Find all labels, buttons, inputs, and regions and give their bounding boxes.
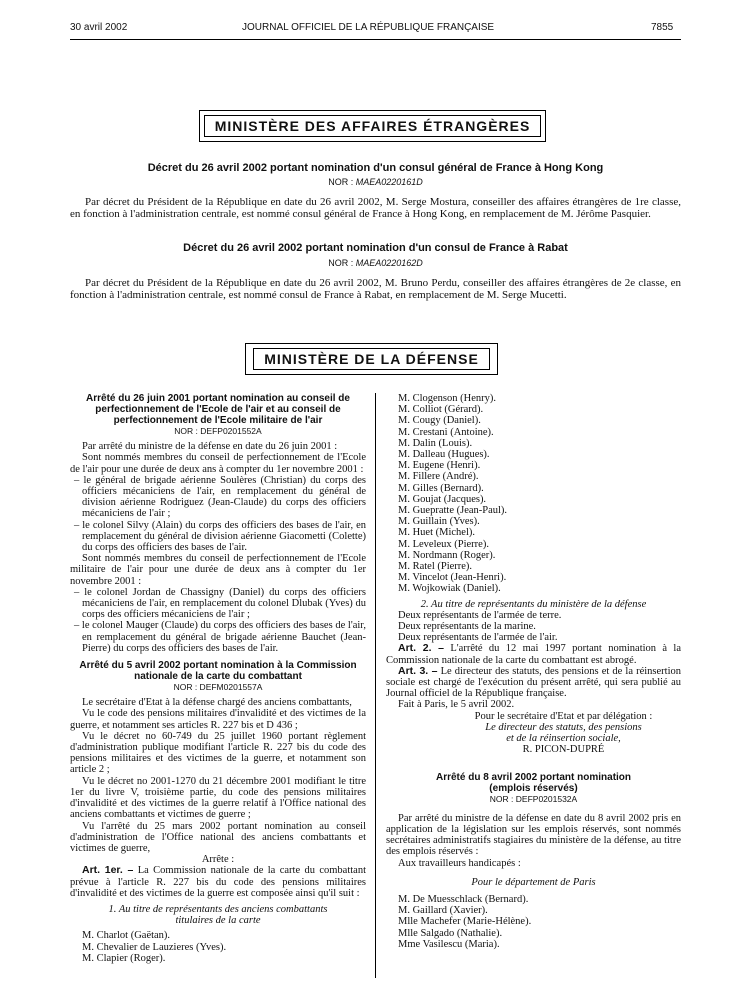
list-item: Mlle Machefer (Marie-Hélène). (398, 916, 532, 928)
list-item: M. Fillere (André). (398, 471, 479, 483)
list-item: M. Nordmann (Roger). (398, 549, 496, 561)
arrete3-p2: Aux travailleurs handicapés : (398, 857, 521, 869)
list-item: Mme Vasilescu (Maria). (398, 938, 500, 950)
reps-list (386, 610, 681, 644)
signature-line3: et de la réinsertion sociale, (506, 733, 621, 745)
art1-label: Art. 1er. – (82, 864, 134, 877)
arrete2-p2: Vu le code des pensions militaires d'invalidité et des victimes de la guerre, et notamment ses articles R. 227 bis et D 436 ; (70, 708, 366, 731)
arrete1-title: Arrêté du 26 juin 2001 portant nomination au conseil de perfectionnement de l'Ecole de l'air et au conseil de perfectionnement de l'Ecole militaire de l'air (86, 393, 350, 426)
list-item: M. Crestani (Antoine). (398, 426, 494, 438)
list-item: M. Colliot (Gérard). (398, 404, 484, 416)
left-names-list (70, 930, 366, 964)
right-column (386, 393, 681, 950)
signature-name: R. PICON-DUPRÉ (522, 744, 605, 756)
art3-text: Le directeur des statuts, des pensions et de la réinsertion sociale est chargé de l'exécution du présent arrêté, qui sera publié au Journal officiel de la République française. (386, 665, 681, 700)
arrete3-sub: Pour le département de Paris (471, 876, 596, 888)
signature-line2: Le directeur des statuts, des pensions (485, 721, 642, 733)
list-item: M. Cougy (Daniel). (398, 415, 481, 427)
art3-label: Art. 3. – (398, 664, 438, 677)
left-column (70, 393, 366, 964)
ministry-title-defense: MINISTÈRE DE LA DÉFENSE (253, 348, 490, 370)
list-item: Deux représentants de l'armée de l'air. (398, 632, 558, 644)
list-item: M. Clapier (Roger). (82, 952, 166, 964)
decree2-title: Décret du 26 avril 2002 portant nomination d'un consul de France à Rabat (183, 242, 568, 254)
list-item: Mlle Salgado (Nathalie). (398, 927, 503, 939)
decree1-nor (70, 177, 681, 187)
list-item: M. Gueprattе (Jean-Paul). (398, 505, 508, 517)
arrete3-names-list (386, 894, 681, 950)
ministry-box-defense (245, 343, 498, 375)
nor-label: NOR : (328, 177, 354, 187)
nor-code: MAEA0220162D (355, 258, 423, 268)
arrete1-dash2: – le colonel Silvy (Alain) du corps des officiers des bases de l'air, en remplacement du général de division aérienne Giacometti (Colette) du corps des officiers des bases de l'air. (74, 519, 366, 554)
header-date: 30 avril 2002 (70, 22, 128, 33)
arrete2-sub2: 2. Au titre de représentants du ministère de la défense (420, 598, 647, 610)
arrete1-dash4: – le colonel Mauger (Claude) du corps des officiers des bases de l'air, en remplacement du général de brigade aérienne Bauchet (Jean-Pierre) du corps des officiers des bases de l'air. (74, 620, 366, 654)
arrete2-p3: Vu le décret no 60-749 du 25 juillet 1960 portant règlement d'administration publique modifiant l'article R. 227 bis du code des pensions militaires et des victimes de la guerre, et notamment son article 2 ; (70, 730, 366, 776)
arrete2-p1: Le secrétaire d'Etat à la défense chargé des anciens combattants, (82, 697, 352, 709)
arrete1-p3: Sont nommés membres du conseil de perfectionnement de l'Ecole militaire de l'air pour une durée de deux ans à compter du 1er novembre 2001 : (70, 553, 366, 587)
list-item: M. Wojkowiak (Daniel). (398, 583, 501, 595)
arrete3-title: Arrêté du 8 avril 2002 portant nomination (emplois réservés) (435, 771, 632, 794)
arrete2-p4: Vu le décret no 2001-1270 du 21 décembre 2001 modifiant le titre 1er du livre V, troisième partie, du code des pensions militaires d'invalidité et des victimes de la guerre relatif à l'Office national des anciens combattants et victimes de guerre ; (70, 775, 366, 821)
list-item: M. De Muesschlack (Bernard). (398, 893, 529, 905)
arrete3-p1: Par arrêté du ministre de la défense en date du 8 avril 2002 pris en application de la législation sur les emplois réservés, sont nommés secrétaires administratifs stagiaires du ministère de la défense, au titre des emplois réservés : (386, 812, 681, 858)
decree2-body: Par décret du Président de la République en date du 26 avril 2002, M. Bruno Perdu, conseiller des affaires étrangères de 2e classe, en fonction à l'administration centrale, est nommé consul de France à Rabat, en remplacement de M. Serge Mucetti. (70, 277, 681, 301)
list-item: M. Charlot (Gaëtan). (82, 930, 171, 942)
list-item: M. Dalleau (Hugues). (398, 449, 490, 461)
ministry-box-foreign (199, 110, 546, 142)
arrete3-nor: NOR : DEFP0201532A (489, 793, 578, 804)
arrete1-dash3: – le colonel Jordan de Chassigny (Daniel) du corps des officiers mécaniciens de l'air, en remplacement du colonel Dlubak (Yves) du corps des officiers mécaniciens de l'air ; (74, 586, 366, 621)
journal-title: JOURNAL OFFICIEL DE LA RÉPUBLIQUE FRANÇAISE (242, 22, 495, 33)
list-item: M. Ratel (Pierre). (398, 561, 473, 573)
nor-code: MAEA0220161D (355, 177, 423, 187)
art1-text: La Commission nationale de la carte du combattant prévue à l'article R. 227 bis du code des pensions militaires d'invalidité et des victimes de la guerre est composée ainsi qu'il suit : (70, 865, 366, 899)
list-item: M. Gilles (Bernard). (398, 482, 484, 494)
ministry-title-foreign: MINISTÈRE DES AFFAIRES ÉTRANGÈRES (204, 115, 542, 137)
arrete2-art2 (386, 643, 681, 665)
art2-label: Art. 2. – (398, 642, 444, 655)
page-number: 7855 (651, 22, 674, 33)
list-item: M. Eugene (Henri). (398, 460, 481, 472)
list-item: M. Guillain (Yves). (398, 516, 480, 528)
list-item: M. Gaillard (Xavier). (398, 905, 488, 917)
decree1-title: Décret du 26 avril 2002 portant nomination d'un consul général de France à Hong Kong (147, 162, 604, 174)
signature-line1: Pour le secrétaire d'Etat et par délégation : (474, 710, 653, 722)
arrete2-art3 (386, 666, 681, 700)
arrete2-p5: Vu l'arrêté du 25 mars 2002 portant nomination au conseil d'administration de l'Office national des anciens combattants et victimes de guerre, (70, 820, 366, 854)
list-item: Deux représentants de l'armée de terre. (398, 609, 562, 621)
art2-text: L'arrêté du 12 mai 1997 portant nomination à la Commission nationale de la carte du combattant est abrogé. (386, 643, 681, 666)
nor-label: NOR : (328, 258, 354, 268)
list-item: Deux représentants de la marine. (398, 621, 536, 633)
list-item: M. Huet (Michel). (398, 527, 475, 539)
arrete2-art1 (70, 865, 366, 899)
list-item: M. Chevalier de Lauzieres (Yves). (82, 941, 227, 953)
arrete1-p2: Sont nommés membres du conseil de perfectionnement de l'Ecole de l'air pour une durée de deux ans à compter du 1er novembre 2001 : (70, 452, 366, 475)
decree2-nor (70, 258, 681, 268)
arrete1-dash1: – le général de brigade aérienne Soulères (Christian) du corps des officiers mécaniciens de l'air, en remplacement du général de division aérienne Rodriguez (Jean-Claude) du corps des officiers mécaniciens de l'air ; (74, 474, 366, 520)
header-rule (70, 39, 681, 40)
arrete2-title: Arrêté du 5 avril 2002 portant nomination à la Commission nationale de la carte du combattant (79, 660, 357, 683)
list-item: M. Dalin (Louis). (398, 437, 473, 449)
list-item: M. Goujat (Jacques). (398, 493, 487, 505)
right-names-list (386, 393, 681, 595)
arrete1-p1: Par arrêté du ministre de la défense en date du 26 juin 2001 : (82, 441, 338, 453)
arrete2-sub1: 1. Au titre de représentants des anciens combattants titulaires de la carte (108, 903, 328, 927)
fait-a-paris: Fait à Paris, le 5 avril 2002. (398, 699, 515, 711)
signature-block (386, 711, 681, 756)
list-item: M. Vincelot (Jean-Henri). (398, 572, 507, 584)
arrete2-arrete: Arrête : (201, 854, 235, 866)
arrete2-nor: NOR : DEFM0201557A (173, 682, 263, 693)
decree1-body: Par décret du Président de la République en date du 26 avril 2002, M. Serge Mostura, conseiller des affaires étrangères de 1re classe, en fonction à l'administration centrale, est nommé consul général de France à Hong Kong, en remplacement de M. Jérôme Pasquier. (70, 196, 681, 220)
list-item: M. Clogenson (Henry). (398, 393, 496, 404)
column-divider (375, 393, 376, 978)
list-item: M. Leveleux (Pierre). (398, 538, 489, 550)
arrete1-nor: NOR : DEFP0201552A (174, 426, 262, 436)
